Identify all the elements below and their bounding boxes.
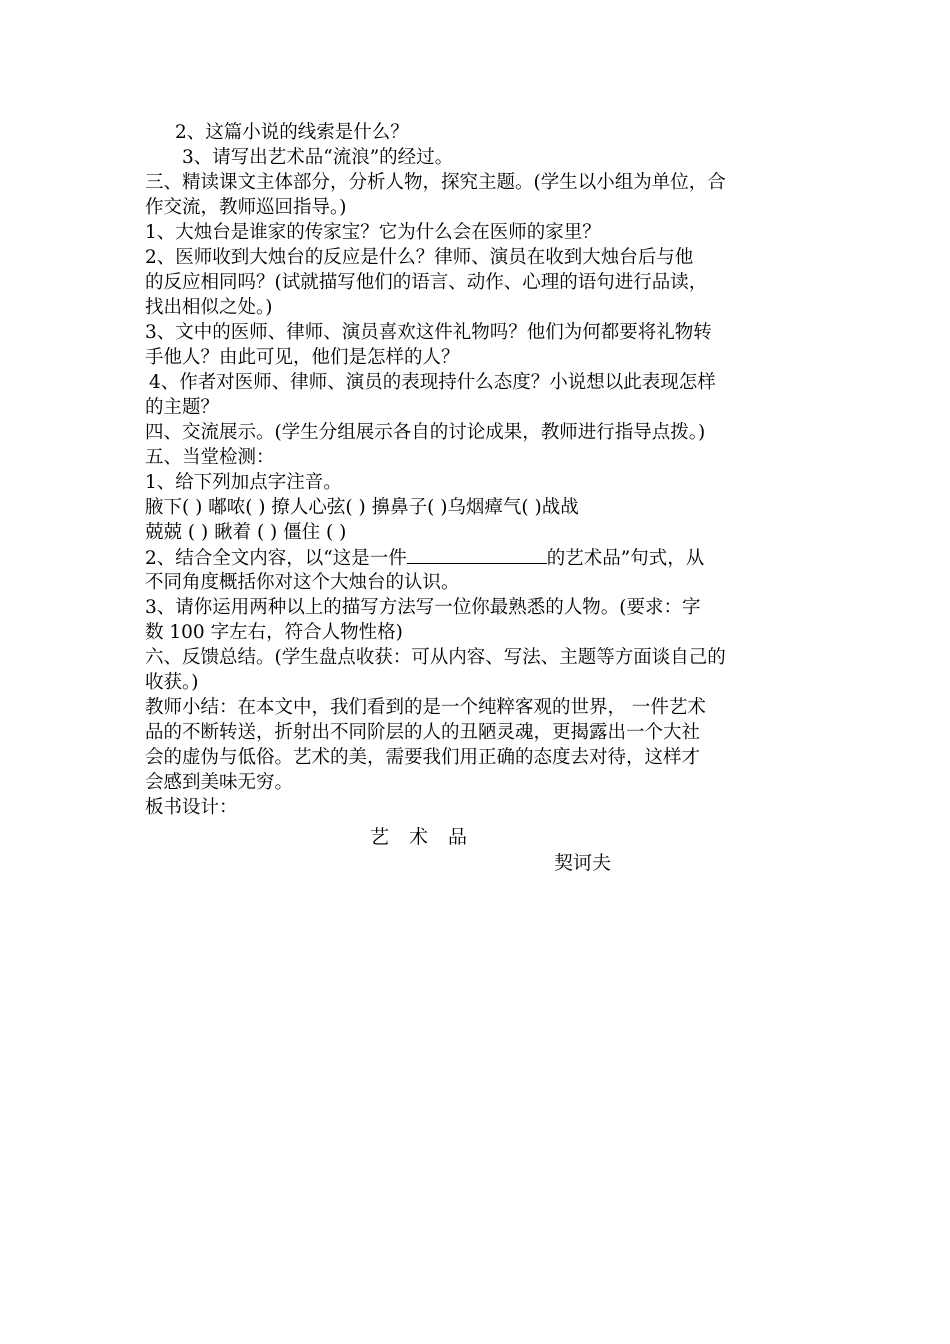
section-three-heading: 三、精读课文主体部分，分析人物，探究主题。(学生以小组为单位，合	[145, 172, 726, 193]
exercise-summary-cont: 不同角度概括你对这个大烛台的认识。	[145, 572, 460, 593]
teacher-summary-cont-3: 会感到美味无穷。	[145, 772, 294, 793]
board-author: 契诃夫	[554, 852, 612, 874]
section-four-heading: 四、交流展示。(学生分组展示各自的讨论成果，教师进行指导点拨。)	[145, 422, 706, 443]
section-three-heading-cont: 作交流，教师巡回指导。)	[145, 197, 347, 218]
document-body	[145, 120, 810, 820]
exercise-writing: 3、请你运用两种以上的描写方法写一位你最熟悉的人物。(要求：字	[145, 597, 701, 618]
question-doctor-reaction-cont: 的反应相同吗？(试就描写他们的语言、动作、心理的语句进行品读，	[145, 272, 708, 293]
question-gift: 3、文中的医师、律师、演员喜欢这件礼物吗？他们为何都要将礼物转	[145, 322, 712, 343]
section-five-heading: 五、当堂检测：	[145, 447, 275, 468]
teacher-summary: 教师小结：在本文中，我们看到的是一个纯粹客观的世界， 一件艺术	[145, 697, 706, 718]
question-author-attitude: 4、作者对医师、律师、演员的表现持什么态度？小说想以此表现怎样	[149, 372, 716, 393]
question-doctor-reaction-end: 找出相似之处。)	[145, 297, 273, 318]
exercise-writing-cont: 数 100 字左右，符合人物性格)	[145, 622, 403, 643]
exercise-pinyin: 1、给下列加点字注音。	[145, 472, 342, 493]
board-design-label: 板书设计：	[145, 797, 238, 818]
question-candlestick-origin: 1、大烛台是谁家的传家宝？它为什么会在医师的家里？	[145, 222, 601, 243]
section-six-heading: 六、反馈总结。(学生盘点收获：可从内容、写法、主题等方面谈自己的	[145, 647, 726, 668]
section-six-heading-cont: 收获。)	[145, 672, 199, 693]
teacher-summary-cont-1: 品的不断转送，折射出不同阶层的人的丑陋灵魂，更揭露出一个大社	[145, 722, 701, 743]
question-clue: 2、这篇小说的线索是什么？	[175, 122, 409, 143]
exercise-pinyin-words: 腋下( ) 嘟哝( ) 撩人心弦( ) 擤鼻子( )乌烟瘴气( )战战	[145, 497, 579, 518]
exercise-summary-part2: 的艺术品”句式，从	[546, 548, 705, 569]
fill-in-blank	[407, 545, 547, 564]
exercise-summary-part1: 2、结合全文内容，以“这是一件	[145, 548, 407, 569]
question-doctor-reaction: 2、医师收到大烛台的反应是什么？律师、演员在收到大烛台后与他	[145, 247, 694, 268]
board-title: 艺术品	[370, 826, 488, 848]
teacher-summary-cont-2: 会的虚伪与低俗。艺术的美，需要我们用正确的态度去对待，这样才	[145, 747, 701, 768]
question-gift-cont: 手他人？由此可见，他们是怎样的人？	[145, 347, 460, 368]
question-author-attitude-cont: 的主题？	[145, 397, 220, 418]
exercise-summary	[145, 545, 810, 570]
question-wandering: 3、请写出艺术品“流浪”的经过。	[182, 147, 454, 168]
exercise-pinyin-words-cont: 兢兢 ( ) 瞅着 ( ) 僵住 ( )	[145, 522, 347, 543]
